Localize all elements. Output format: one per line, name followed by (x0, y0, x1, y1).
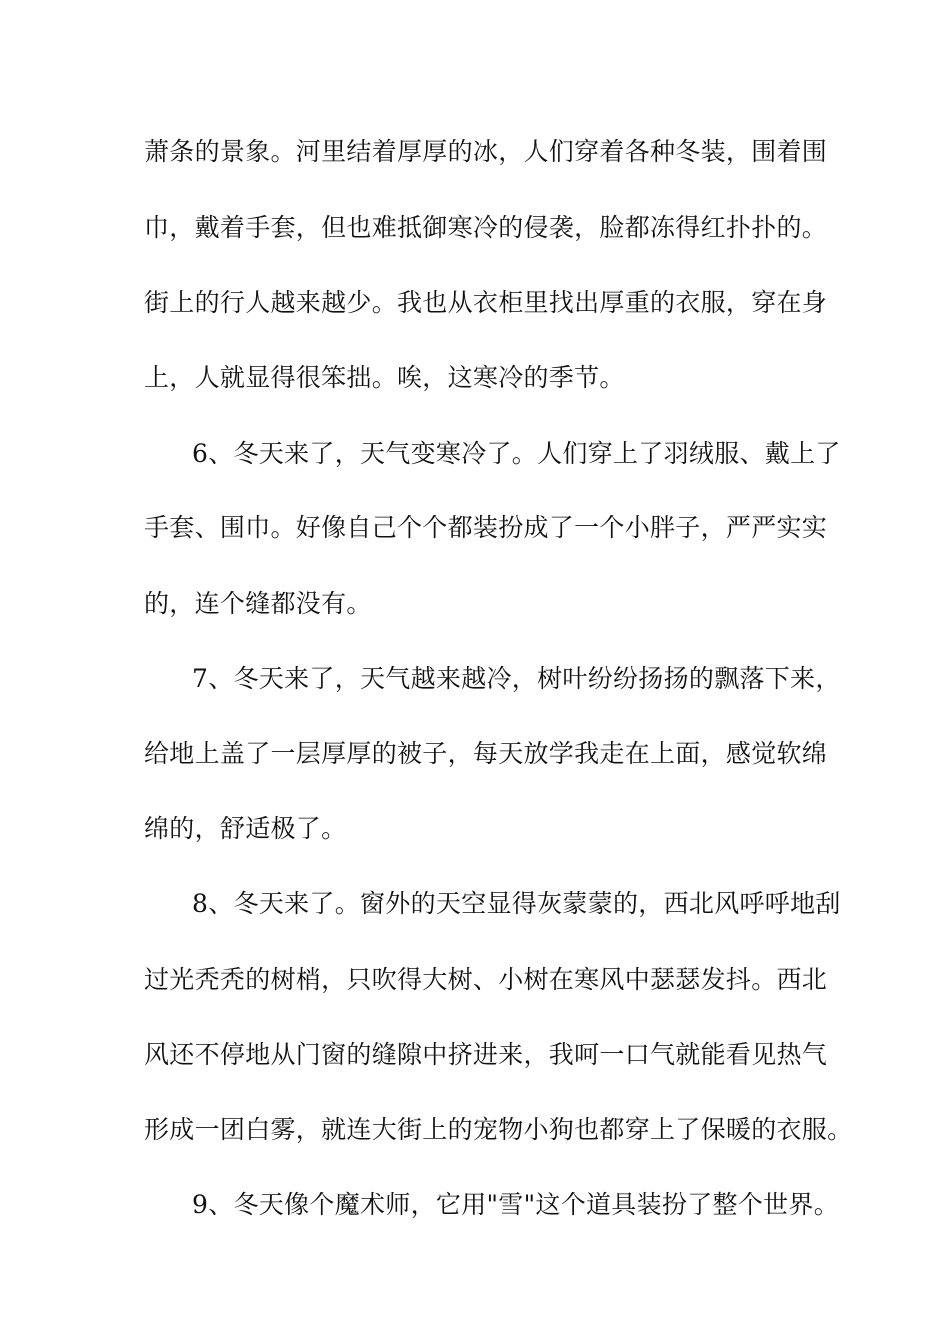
text-line: 形成一团白雾，就连大街上的宠物小狗也都穿上了保暖的衣服。 (144, 1115, 853, 1144)
text-line: 街上的行人越来越少。我也从衣柜里找出厚重的衣服，穿在身 (144, 288, 828, 317)
text-line: 巾，戴着手套，但也难抵御寒冷的侵袭，脸都冻得红扑扑的。 (144, 213, 828, 242)
text-line: 手套、围巾。好像自己个个都装扮成了一个小胖子，严严实实 (144, 513, 828, 542)
text-line: 绵的，舒适极了。 (144, 814, 347, 843)
text-line: 萧条的景象。河里结着厚厚的冰，人们穿着各种冬装，围着围 (144, 137, 828, 166)
paragraph-start-6: 6、冬天来了，天气变寒冷了。人们穿上了羽绒服、戴上了 (192, 439, 841, 468)
text-line: 给地上盖了一层厚厚的被子，每天放学我走在上面，感觉软绵 (144, 739, 828, 768)
paragraph-start-8: 8、冬天来了。窗外的天空显得灰蒙蒙的，西北风呼呼地刮 (192, 889, 841, 918)
text-line: 风还不停地从门窗的缝隙中挤进来，我呵一口气就能看见热气 (144, 1040, 828, 1069)
paragraph-start-9: 9、冬天像个魔术师，它用"雪"这个道具装扮了整个世界。 (192, 1190, 840, 1219)
paragraph-start-7: 7、冬天来了，天气越来越冷，树叶纷纷扬扬的飘落下来， (192, 664, 841, 693)
text-line: 上，人就显得很笨拙。唉，这寒冷的季节。 (144, 363, 625, 392)
text-line: 过光秃秃的树梢，只吹得大树、小树在寒风中瑟瑟发抖。西北 (144, 965, 828, 994)
text-line: 的，连个缝都没有。 (144, 589, 372, 618)
